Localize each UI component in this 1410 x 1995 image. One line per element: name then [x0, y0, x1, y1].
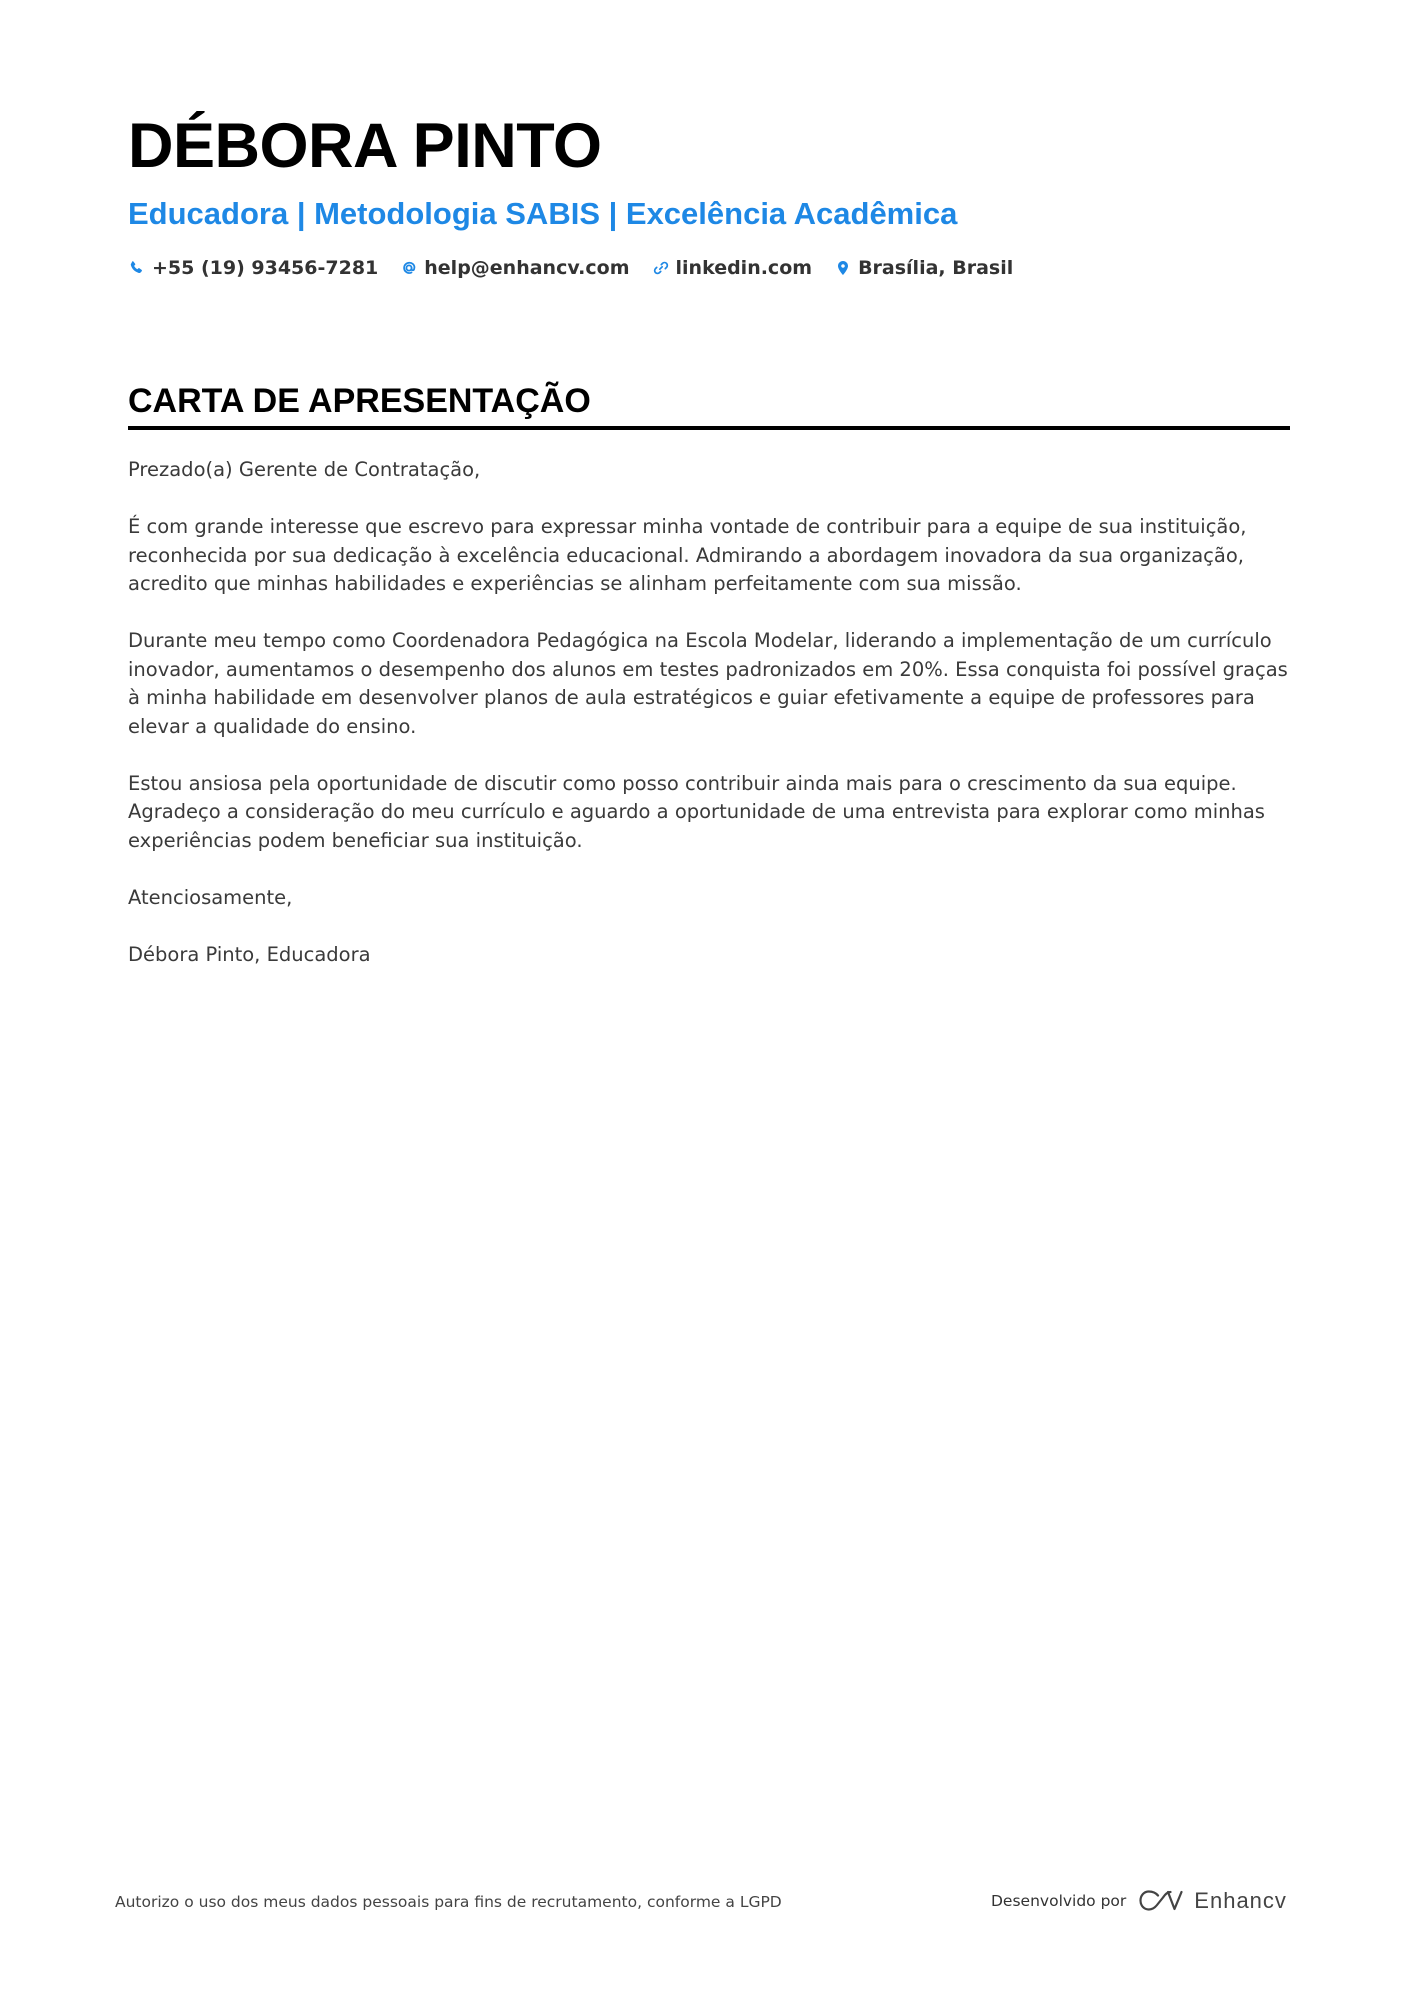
email-text: help@enhancv.com [424, 257, 630, 279]
contact-phone [128, 257, 378, 279]
brand-name: Enhancv [1194, 1888, 1287, 1913]
letter-closing: Atenciosamente, [128, 885, 293, 909]
letter-body [128, 456, 1290, 969]
enhancv-logo-icon [1138, 1888, 1184, 1914]
link-icon [652, 259, 670, 277]
contact-location [834, 257, 1013, 279]
at-icon [400, 259, 418, 277]
contact-email[interactable] [400, 257, 629, 279]
letter-greeting: Prezado(a) Gerente de Contratação, [128, 458, 481, 481]
powered-by[interactable] [991, 1888, 1287, 1914]
letter-paragraph: É com grande interesse que escrevo para expressar minha vontade de contribuir para a equipe de sua instituição, reconhecida por sua dedicação à excelência educacional. Admirando a abordagem inovadora da sua organização, acredito que minhas habilidades e experiências se alinham perfeitamente com sua missão. [128, 515, 1247, 595]
letter-paragraph: Durante meu tempo como Coordenadora Pedagógica na Escola Modelar, liderando a implementação de um currículo inovador, aumentamos o desempenho dos alunos em testes padronizados em 20%. Essa conquista foi possível graças à minha habilidade em desenvolver planos de aula estratégicos e guiar efetivamente a equipe de professores para elevar a qualidade do ensino. [128, 629, 1288, 738]
candidate-name: DÉBORA PINTO [128, 111, 602, 181]
letter-signature: Débora Pinto, Educadora [128, 942, 371, 966]
linkedin-text: linkedin.com [675, 257, 813, 279]
phone-text: +55 (19) 93456-7281 [152, 257, 379, 279]
candidate-headline: Educadora | Metodologia SABIS | Excelência Acadêmica [128, 196, 958, 231]
location-pin-icon [834, 259, 852, 277]
section-title: CARTA DE APRESENTAÇÃO [128, 380, 1290, 430]
location-text: Brasília, Brasil [858, 257, 1014, 279]
cover-letter-page [128, 108, 1290, 998]
contact-linkedin[interactable] [652, 257, 813, 279]
powered-by-label: Desenvolvido por [991, 1892, 1127, 1910]
lgpd-consent-note: Autorizo o uso dos meus dados pessoais para fins de recrutamento, conforme a LGPD [115, 1893, 782, 1911]
contact-bar [128, 252, 1290, 284]
letter-paragraph: Estou ansiosa pela oportunidade de discutir como posso contribuir ainda mais para o crescimento da sua equipe. Agradeço a consideração do meu currículo e aguardo a oportunidade de uma entrevista para explorar como minhas experiências podem beneficiar sua instituição. [128, 771, 1265, 852]
phone-icon [128, 259, 146, 277]
